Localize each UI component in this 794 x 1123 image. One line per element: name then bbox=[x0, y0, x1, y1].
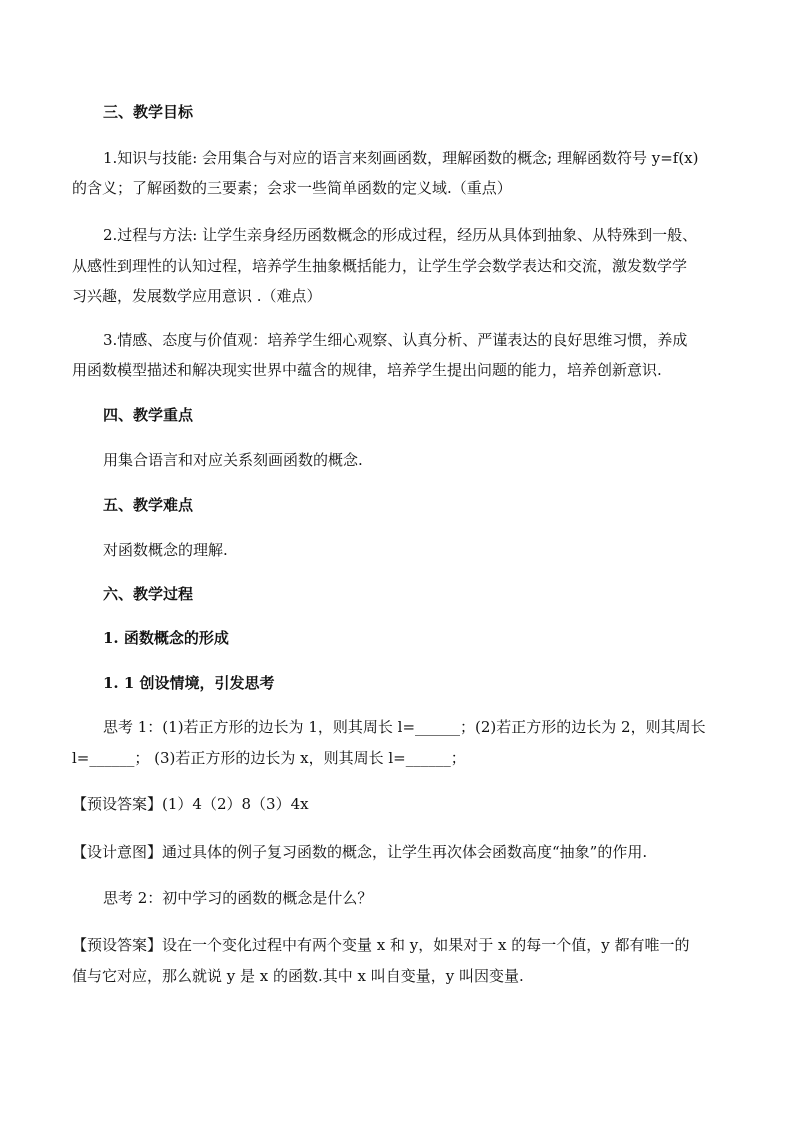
think1-line2: l=______； (3)若正方形的边长为 x，则其周长 l=______； bbox=[72, 749, 466, 767]
think1-line1: 思考 1：(1)若正方形的边长为 1，则其周长 l=______；(2)若正方形的边长为 2，则其周长 bbox=[103, 718, 706, 736]
section-heading-teaching-process: 六、教学过程 bbox=[103, 585, 194, 603]
section-heading-key-points: 四、教学重点 bbox=[103, 406, 194, 424]
section-heading-teaching-goals: 三、教学目标 bbox=[103, 103, 194, 121]
goal2-line1: 2.过程与方法: 让学生亲身经历函数概念的形成过程，经历从具体到抽象、从特殊到一般、 bbox=[103, 226, 698, 244]
goal1-line2: 的含义；了解函数的三要素；会求一些简单函数的定义域.（重点） bbox=[72, 179, 512, 197]
subsection-function-concept: 1. 函数概念的形成 bbox=[103, 629, 229, 647]
goal2-line2: 从感性到理性的认知过程，培养学生抽象概括能力，让学生学会数学表达和交流，激发数学学 bbox=[72, 257, 688, 275]
difficulties-text: 对函数概念的理解. bbox=[103, 541, 228, 559]
goal3-line1: 3.情感、态度与价值观：培养学生细心观察、认真分析、严谨表达的良好思维习惯，养成 bbox=[103, 331, 688, 349]
goal1-line1: 1.知识与技能: 会用集合与对应的语言来刻画函数，理解函数的概念; 理解函数符号 y=f(x) bbox=[103, 149, 699, 167]
answer1: 【预设答案】(1）4（2）8（3）4x bbox=[72, 795, 309, 813]
goal3-line2: 用函数模型描述和解决现实世界中蕴含的规律，培养学生提出问题的能力，培养创新意识. bbox=[72, 361, 662, 379]
goal2-line3: 习兴趣，发展数学应用意识 .（难点） bbox=[72, 287, 322, 305]
think2: 思考 2：初中学习的函数的概念是什么？ bbox=[103, 889, 373, 907]
answer2-line1: 【预设答案】设在一个变化过程中有两个变量 x 和 y，如果对于 x 的每一个值，y 都有唯一的 bbox=[72, 936, 690, 954]
design-intent: 【设计意图】通过具体的例子复习函数的概念，让学生再次体会函数高度“抽象”的作用. bbox=[72, 843, 648, 861]
subsection-create-scenario: 1. 1 创设情境，引发思考 bbox=[103, 674, 275, 692]
answer2-line2: 值与它对应，那么就说 y 是 x 的函数.其中 x 叫自变量，y 叫因变量. bbox=[72, 967, 524, 985]
key-points-text: 用集合语言和对应关系刻画函数的概念. bbox=[103, 451, 363, 469]
section-heading-difficulties: 五、教学难点 bbox=[103, 496, 194, 514]
